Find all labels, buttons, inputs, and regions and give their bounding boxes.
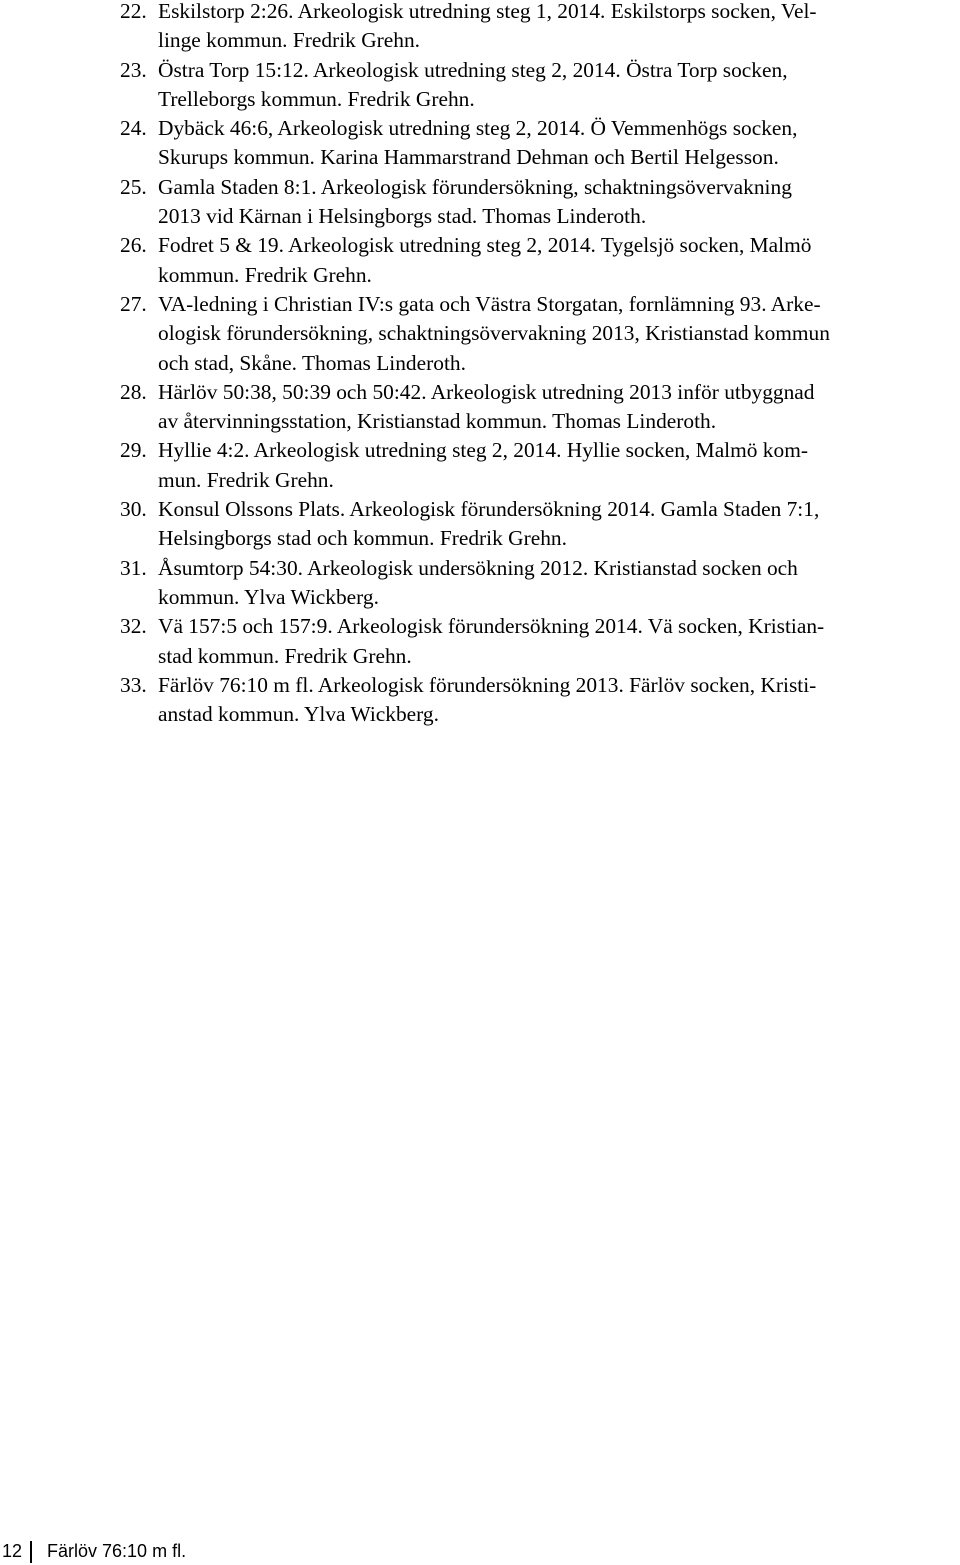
entry-number: 24. — [120, 116, 147, 141]
list-item — [120, 612, 960, 671]
running-title: Färlöv 76:10 m fl. — [47, 1541, 187, 1561]
entry-text-line: Hyllie 4:2. Arkeologisk utredning steg 2, 2014. Hyllie socken, Malmö kom- — [158, 438, 808, 463]
footer-divider — [30, 1541, 32, 1563]
entry-text-line: VA-ledning i Christian IV:s gata och Västra Storgatan, fornlämning 93. Arke- — [158, 291, 821, 316]
entry-text-line: Färlöv 76:10 m fl. Arkeologisk förundersökning 2013. Färlöv socken, Kristi- — [158, 672, 817, 697]
entry-text-line: ologisk förundersökning, schaktningsövervakning 2013, Kristianstad kommun — [158, 321, 830, 346]
entry-number: 23. — [120, 57, 147, 82]
list-item — [120, 114, 960, 173]
list-item — [120, 378, 960, 437]
list-item — [120, 173, 960, 232]
entry-text-line: Härlöv 50:38, 50:39 och 50:42. Arkeologisk utredning 2013 inför utbyggnad — [158, 379, 815, 404]
list-item — [120, 56, 960, 115]
entry-text-line: mun. Fredrik Grehn. — [158, 467, 334, 492]
entry-text-line: Gamla Staden 8:1. Arkeologisk förundersökning, schaktningsövervakning — [158, 174, 792, 199]
entry-text-line: Vä 157:5 och 157:9. Arkeologisk förundersökning 2014. Vä socken, Kristian- — [158, 614, 825, 639]
entry-text-line: Helsingborgs stad och kommun. Fredrik Grehn. — [158, 526, 567, 551]
entry-text-line: stad kommun. Fredrik Grehn. — [158, 643, 412, 668]
entry-number: 30. — [120, 497, 147, 522]
entry-number: 28. — [120, 379, 147, 404]
entry-text-line: av återvinningsstation, Kristianstad kommun. Thomas Linderoth. — [158, 409, 717, 434]
entry-number: 26. — [120, 233, 147, 258]
entry-text-line: Eskilstorp 2:26. Arkeologisk utredning steg 1, 2014. Eskilstorps socken, Vel- — [158, 0, 817, 23]
list-item — [120, 0, 960, 56]
list-item — [120, 671, 960, 730]
entry-text-line: Fodret 5 & 19. Arkeologisk utredning steg 2, 2014. Tygelsjö socken, Malmö — [158, 233, 812, 258]
entry-text-line: 2013 vid Kärnan i Helsingborgs stad. Thomas Linderoth. — [158, 204, 647, 229]
list-item — [120, 436, 960, 495]
entry-text-line: Dybäck 46:6, Arkeologisk utredning steg 2, 2014. Ö Vemmenhögs socken, — [158, 116, 798, 141]
page-number: 12 — [2, 1541, 23, 1561]
page-footer — [0, 1540, 186, 1565]
entry-number: 22. — [120, 0, 147, 23]
entry-text-line: Åsumtorp 54:30. Arkeologisk undersökning 2012. Kristianstad socken och — [158, 555, 798, 580]
entry-text-line: kommun. Ylva Wickberg. — [158, 584, 379, 609]
list-item — [120, 495, 960, 554]
list-item — [120, 554, 960, 613]
entry-text-line: Skurups kommun. Karina Hammarstrand Dehman och Bertil Helgesson. — [158, 145, 779, 170]
reference-list — [120, 0, 960, 729]
list-item — [120, 231, 960, 290]
entry-text-line: Östra Torp 15:12. Arkeologisk utredning steg 2, 2014. Östra Torp socken, — [158, 57, 788, 82]
entry-text-line: kommun. Fredrik Grehn. — [158, 262, 372, 287]
entry-number: 32. — [120, 614, 147, 639]
entry-text-line: Konsul Olssons Plats. Arkeologisk förundersökning 2014. Gamla Staden 7:1, — [158, 497, 820, 522]
entry-text-line: och stad, Skåne. Thomas Linderoth. — [158, 350, 466, 375]
entry-number: 31. — [120, 555, 147, 580]
entry-text-line: anstad kommun. Ylva Wickberg. — [158, 702, 439, 727]
entry-number: 33. — [120, 672, 147, 697]
list-item — [120, 290, 960, 378]
entry-number: 25. — [120, 174, 147, 199]
entry-number: 29. — [120, 438, 147, 463]
entry-number: 27. — [120, 291, 147, 316]
entry-text-line: Trelleborgs kommun. Fredrik Grehn. — [158, 86, 475, 111]
entry-text-line: linge kommun. Fredrik Grehn. — [158, 28, 420, 53]
